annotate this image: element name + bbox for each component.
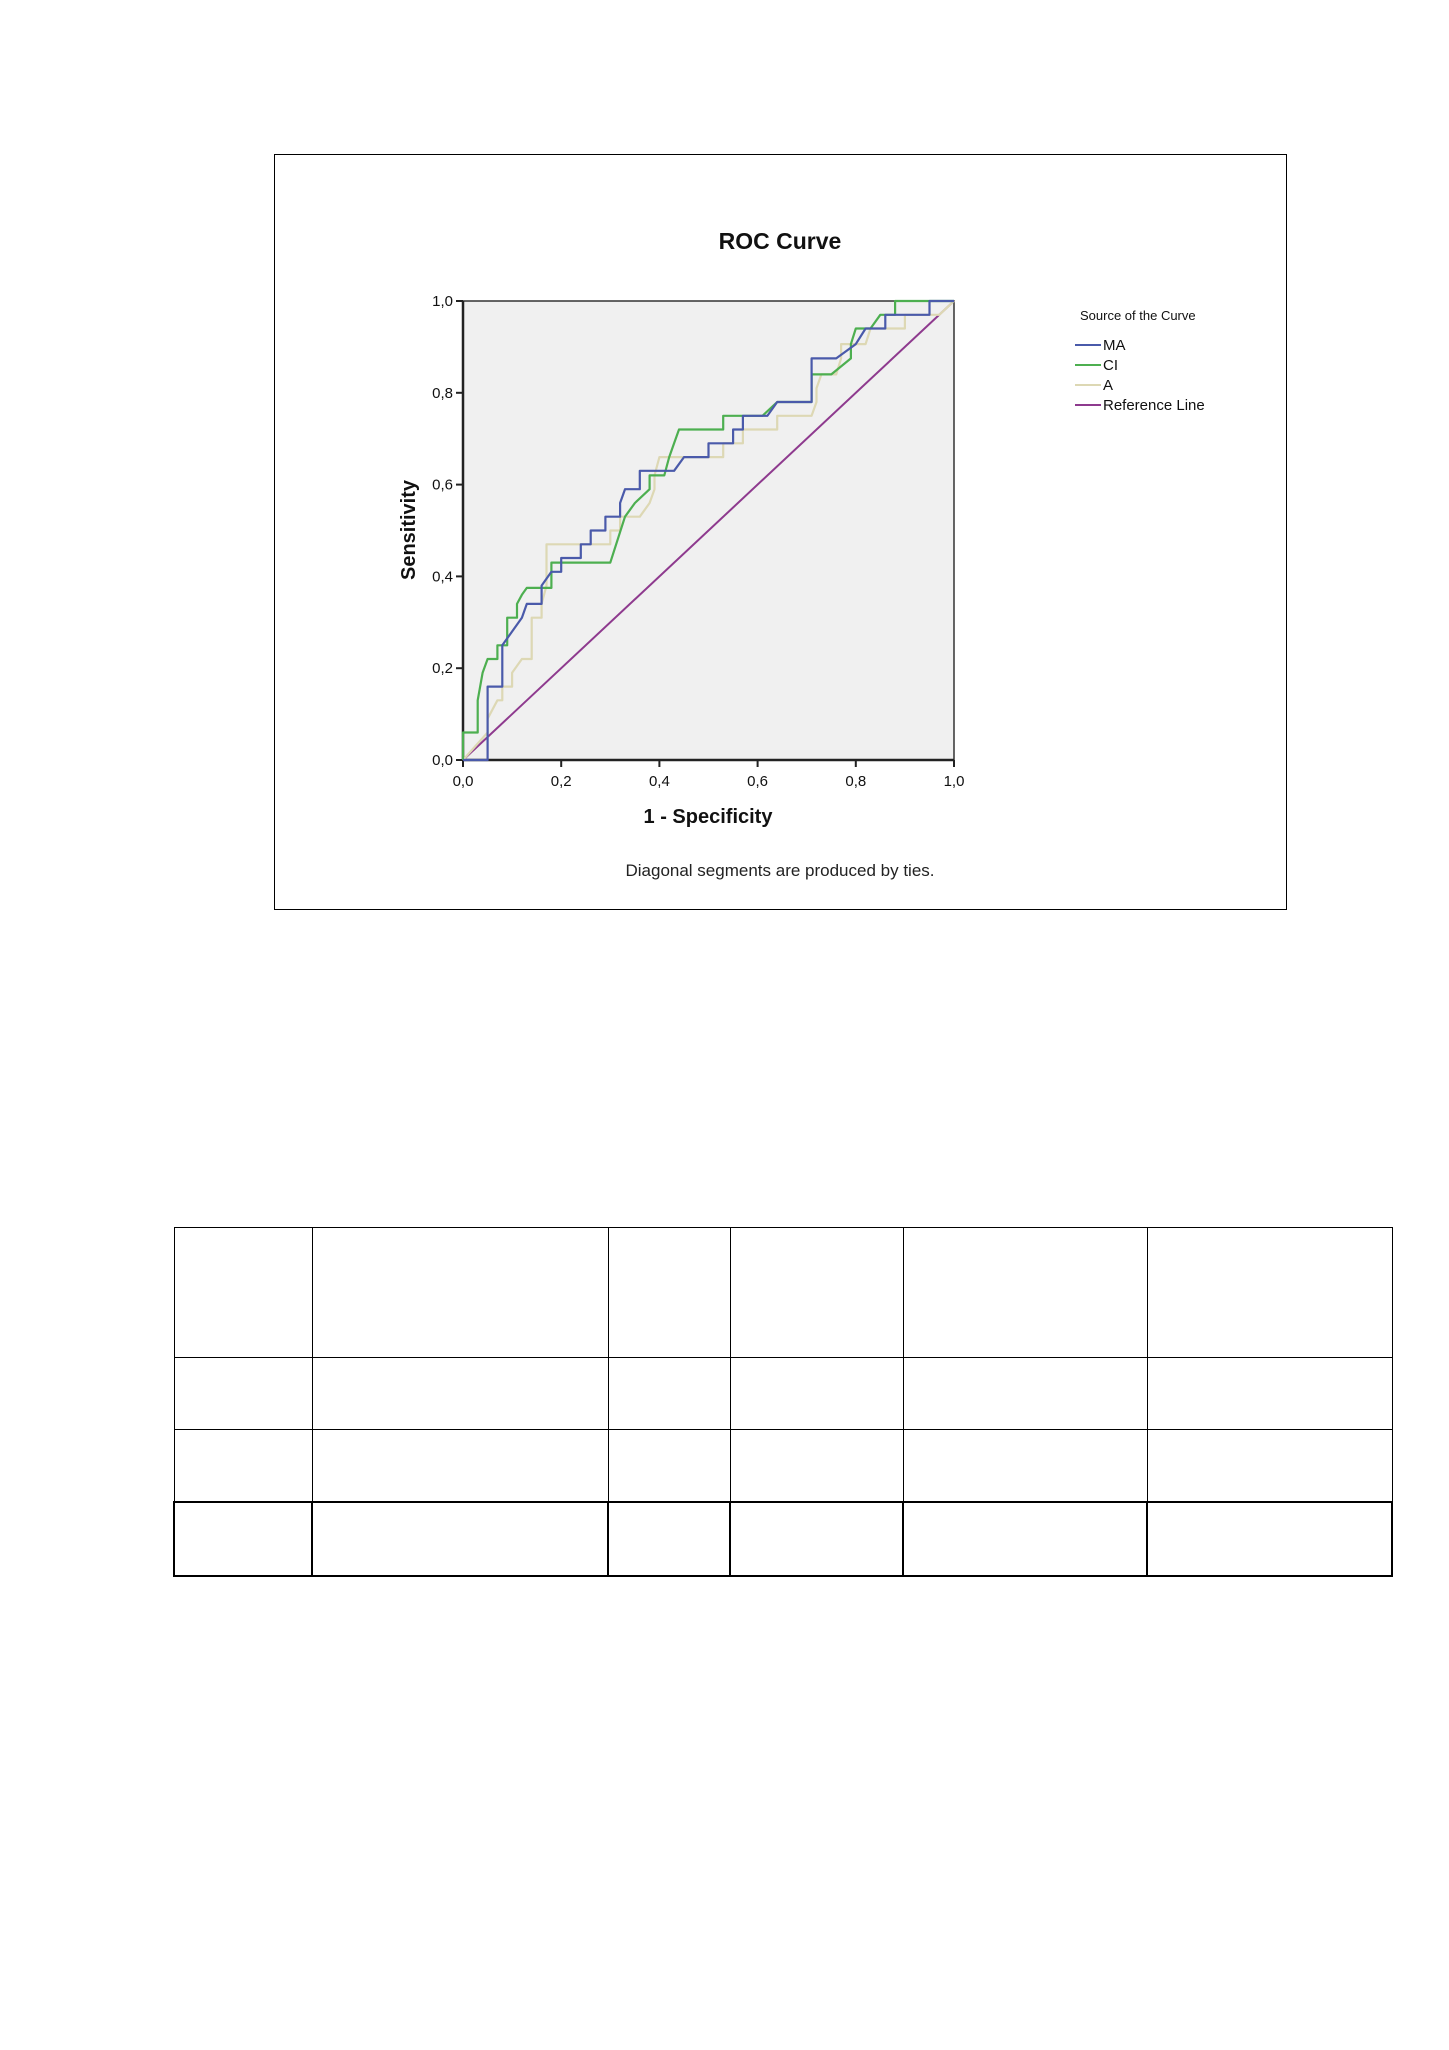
y-tick-label: 0,8: [432, 384, 453, 402]
legend: [1075, 337, 1205, 414]
table-cell: [608, 1430, 730, 1502]
y-axis-ticks: [432, 293, 463, 769]
table-cell: [730, 1228, 903, 1358]
table-cell: [730, 1430, 903, 1502]
y-tick-label: 0,0: [432, 752, 453, 769]
x-axis-label: 1 - Specificity: [643, 806, 773, 828]
chart-footnote: Diagonal segments are produced by ties.: [625, 861, 935, 880]
table-cell: [174, 1430, 312, 1502]
legend-label-reference-line: Reference Line: [1103, 397, 1205, 414]
table-cell: [730, 1358, 903, 1430]
x-tick-label: 0,2: [550, 773, 572, 790]
legend-label-ma: MA: [1103, 337, 1126, 354]
table-cell: [312, 1502, 608, 1576]
table-cell: [608, 1358, 730, 1430]
x-tick-label: 0,8: [845, 773, 867, 790]
roc-chart: [275, 155, 1285, 907]
table-cell: [730, 1502, 903, 1576]
x-axis-ticks: [453, 760, 965, 790]
y-tick-label: 1,0: [432, 293, 453, 310]
table-cell: [903, 1430, 1147, 1502]
table-cell: [608, 1228, 730, 1358]
table-cell: [312, 1358, 608, 1430]
table-cell: [608, 1502, 730, 1576]
table-cell: [1147, 1430, 1392, 1502]
table-row: [174, 1502, 1392, 1576]
chart-title: ROC Curve: [718, 228, 842, 254]
y-tick-label: 0,2: [432, 660, 453, 678]
x-tick-label: 0,0: [452, 773, 474, 790]
legend-label-ci: CI: [1103, 357, 1118, 374]
table-cell: [312, 1430, 608, 1502]
x-tick-label: 0,4: [648, 773, 670, 790]
table-cell: [903, 1502, 1147, 1576]
table-row: [174, 1358, 1392, 1430]
table-row: [174, 1228, 1392, 1358]
legend-label-a: A: [1103, 377, 1114, 394]
data-table: [173, 1227, 1393, 1577]
table-row: [174, 1430, 1392, 1502]
table-cell: [312, 1228, 608, 1358]
y-tick-label: 0,6: [432, 476, 453, 494]
table-cell: [174, 1228, 312, 1358]
table-cell: [1147, 1228, 1392, 1358]
table-cell: [1147, 1502, 1392, 1576]
table-cell: [903, 1228, 1147, 1358]
table-cell: [174, 1358, 312, 1430]
x-tick-label: 1,0: [943, 773, 965, 790]
table-cell: [1147, 1358, 1392, 1430]
y-axis-label: Sensitivity: [398, 479, 420, 581]
roc-figure: [274, 154, 1287, 910]
table-cell: [903, 1358, 1147, 1430]
legend-title: Source of the Curve: [1080, 308, 1196, 323]
table-cell: [174, 1502, 312, 1576]
x-tick-label: 0,6: [747, 773, 769, 790]
y-tick-label: 0,4: [432, 568, 453, 586]
